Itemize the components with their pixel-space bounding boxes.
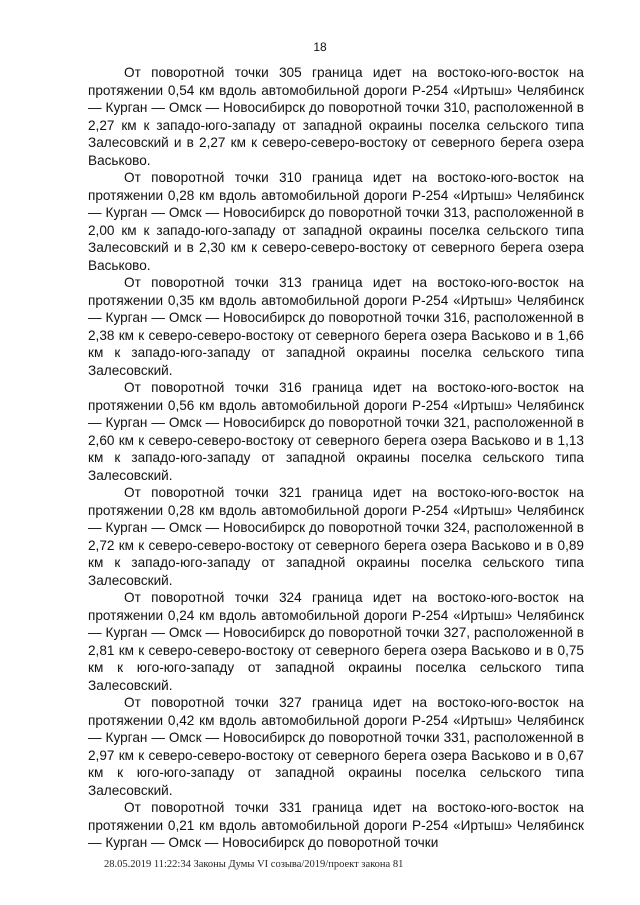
paragraph-8: От поворотной точки 331 граница идет на востоко-юго-восток на протяжении 0,21 км вдоль автомобильной дороги Р-254 «Иртыш» Челябинск — Курган — Омск — Новосибирск до поворотной точки: [88, 800, 584, 850]
paragraph-3: От поворотной точки 313 граница идет на востоко-юго-восток на протяжении 0,35 км вдоль автомобильной дороги Р-254 «Иртыш» Челябинск — Курган — Омск — Новосибирск до поворотной точки 316, расположенной в 2,38 км к северо-северо-востоку от северного берега озера Васьково и в 1,66 км к западо-юго-западу от западной окраины поселка сельского типа Залесовский.: [88, 275, 584, 378]
paragraph-4: От поворотной точки 316 граница идет на востоко-юго-восток на протяжении 0,56 км вдоль автомобильной дороги Р-254 «Иртыш» Челябинск — Курган — Омск — Новосибирск до поворотной точки 321, расположенной в 2,60 км к северо-северо-востоку от северного берега озера Васьково и в 1,13 км к западо-юго-западу от западной окраины поселка сельского типа Залесовский.: [88, 380, 584, 483]
paragraph-7: От поворотной точки 327 граница идет на востоко-юго-восток на протяжении 0,42 км вдоль автомобильной дороги Р-254 «Иртыш» Челябинск — Курган — Омск — Новосибирск до поворотной точки 331, расположенной в 2,97 км к северо-северо-востоку от северного берега озера Васьково и в 0,67 км к юго-юго-западу от западной окраины поселка сельского типа Залесовский.: [88, 695, 584, 798]
document-body: [88, 64, 584, 852]
page-number: 18: [313, 40, 327, 54]
paragraph-5: От поворотной точки 321 граница идет на востоко-юго-восток на протяжении 0,28 км вдоль автомобильной дороги Р-254 «Иртыш» Челябинск — Курган — Омск — Новосибирск до поворотной точки 324, расположенной в 2,72 км к северо-северо-востоку от северного берега озера Васьково и в 0,89 км к западо-юго-западу от западной окраины поселка сельского типа Залесовский.: [88, 485, 584, 588]
paragraph-1: От поворотной точки 305 граница идет на востоко-юго-восток на протяжении 0,54 км вдоль автомобильной дороги Р-254 «Иртыш» Челябинск — Курган — Омск — Новосибирск до поворотной точки 310, расположенной в 2,27 км к западо-юго-западу от западной окраины поселка сельского типа Залесовский и в 2,27 км к северо-северо-востоку от северного берега озера Васьково.: [88, 65, 584, 168]
paragraph-6: От поворотной точки 324 граница идет на востоко-юго-восток на протяжении 0,24 км вдоль автомобильной дороги Р-254 «Иртыш» Челябинск — Курган — Омск — Новосибирск до поворотной точки 327, расположенной в 2,81 км к северо-северо-востоку от северного берега озера Васьково и в 0,75 км к юго-юго-западу от западной окраины поселка сельского типа Залесовский.: [88, 590, 584, 693]
paragraph-2: От поворотной точки 310 граница идет на востоко-юго-восток на протяжении 0,28 км вдоль автомобильной дороги Р-254 «Иртыш» Челябинск — Курган — Омск — Новосибирск до поворотной точки 313, расположенной в 2,00 км к западо-юго-западу от западной окраины поселка сельского типа Залесовский и в 2,30 км к северо-северо-востоку от северного берега озера Васьково.: [88, 170, 584, 273]
document-footer: 28.05.2019 11:22:34 Законы Думы VI созыва/2019/проект закона 81: [104, 859, 404, 870]
